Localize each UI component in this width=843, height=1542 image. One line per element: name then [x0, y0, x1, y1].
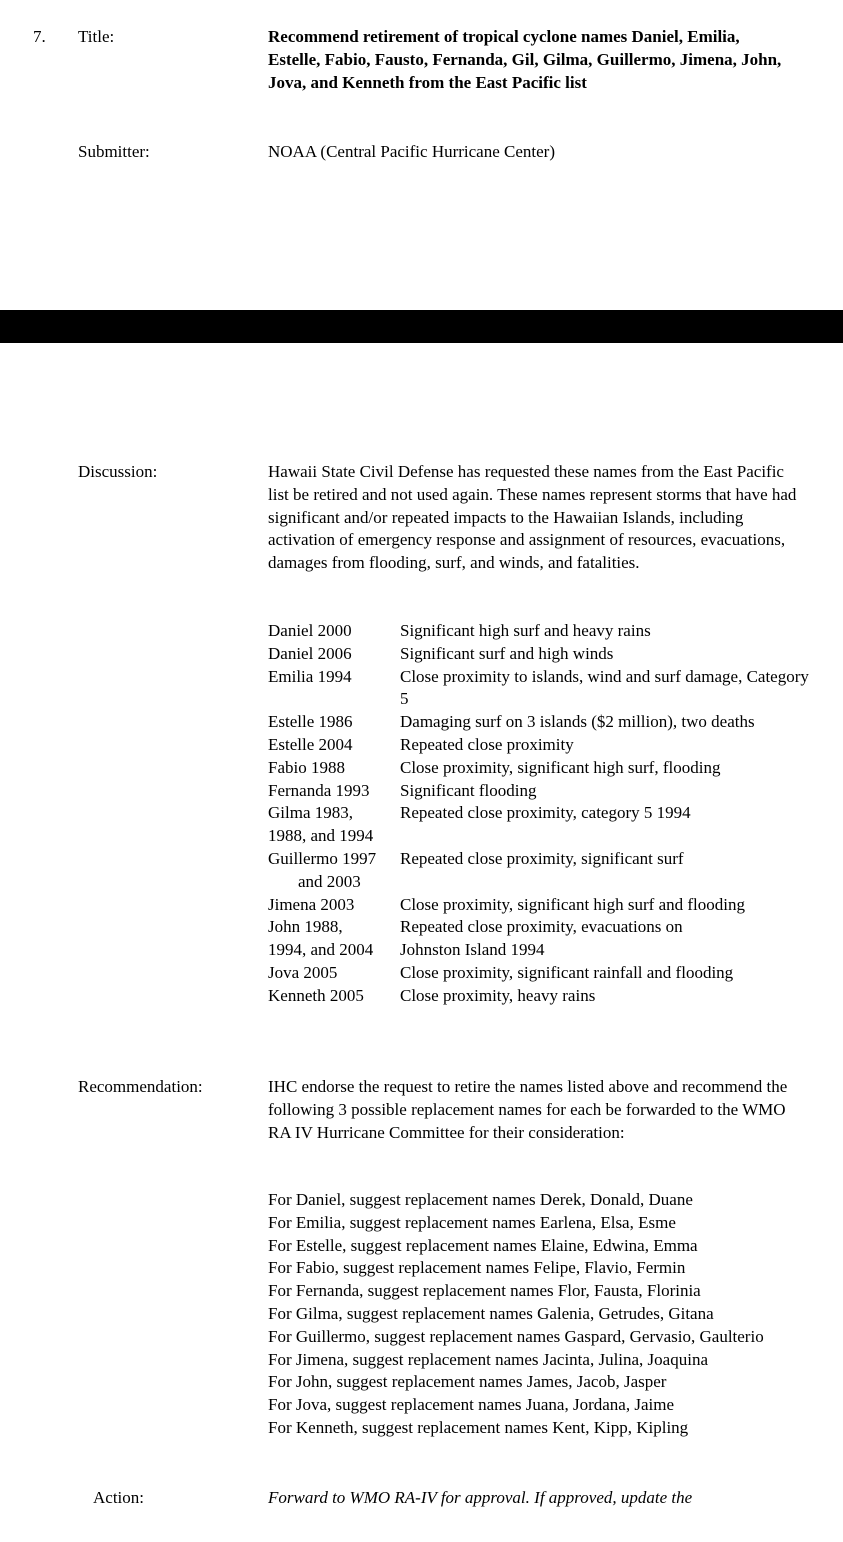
impact-description: Close proximity, heavy rains [400, 985, 596, 1005]
replacement-line: For John, suggest replacement names James, Jacob, Jasper [268, 1372, 667, 1392]
impact-storm: John 1988, [268, 917, 343, 937]
action-label: Action: [93, 1488, 144, 1507]
replacement-line: For Jova, suggest replacement names Juana, Jordana, Jaime [268, 1395, 674, 1415]
impact-row [268, 802, 813, 825]
replacement-line: For Emilia, suggest replacement names Earlena, Elsa, Esme [268, 1212, 676, 1232]
replacement-line: For Kenneth, suggest replacement names Kent, Kipp, Kipling [268, 1417, 689, 1437]
impact-description: Significant high surf and heavy rains [400, 621, 651, 640]
title-label: Title: [78, 27, 115, 46]
redaction-bar [0, 310, 843, 343]
impact-row [268, 848, 813, 871]
impact-storm: Estelle 1986 [268, 712, 353, 732]
impact-description: Close proximity to islands, wind and surf damage, Category 5 [400, 666, 809, 709]
impact-description: Repeated close proximity, significant surf [400, 848, 684, 868]
action-text: Forward to WMO RA-IV for approval. If approved, update the [268, 1488, 693, 1507]
replacement-line: For Jimena, suggest replacement names Jacinta, Julina, Joaquina [268, 1349, 708, 1369]
impact-storm: Kenneth 2005 [268, 985, 364, 1005]
impact-description-continued [400, 825, 813, 848]
impact-description: Damaging surf on 3 islands ($2 million), two deaths [400, 712, 755, 732]
impact-storm: Guillermo 1997 [268, 848, 377, 868]
impact-storm-years: and 2003 [298, 871, 361, 891]
impact-row [268, 643, 813, 666]
title-value: Recommend retirement of tropical cyclone names Daniel, Emilia, Estelle, Fabio, Fausto, Fernanda, Gil, Gilma, Guillermo, Jimena, John, Jova, and Kenneth from the East Pacific list [268, 27, 782, 92]
replacement-line: For Estelle, suggest replacement names Elaine, Edwina, Emma [268, 1235, 698, 1255]
impact-description: Significant flooding [400, 780, 537, 800]
discussion-text: Hawaii State Civil Defense has requested these names from the East Pacific list be retired and not used again. These names represent storms that have had significant and/or repeated impacts to the Hawaiian Islands, including activation of emergency response and assignment of resources, evacuations, damages from flooding, surf, and winds, and fatalities. [268, 462, 797, 573]
impact-storm: Fabio 1988 [268, 757, 345, 777]
item-number: 7. [33, 27, 46, 46]
replacement-line: For Gilma, suggest replacement names Galenia, Getrudes, Gitana [268, 1303, 714, 1323]
impact-description: Close proximity, significant high surf and flooding [400, 894, 745, 914]
impact-storm: Jova 2005 [268, 962, 338, 982]
impact-storm: Fernanda 1993 [268, 780, 370, 800]
impact-description: Significant surf and high winds [400, 643, 614, 663]
impact-row [268, 780, 813, 803]
impact-description: Close proximity, significant rainfall and flooding [400, 962, 734, 982]
submitter-value: NOAA (Central Pacific Hurricane Center) [268, 142, 555, 161]
replacement-line: For Fabio, suggest replacement names Felipe, Flavio, Fermin [268, 1258, 686, 1278]
impact-storm: Daniel 2006 [268, 643, 352, 663]
impact-storm-years: 1994, and 2004 [268, 940, 374, 960]
impact-row [268, 894, 813, 917]
impact-description: Repeated close proximity, category 5 1994 [400, 803, 691, 823]
impact-list [268, 620, 813, 1008]
impact-row [268, 985, 813, 1008]
recommendation-text: IHC endorse the request to retire the names listed above and recommend the following 3 possible replacement names for each be forwarded to the WMO RA IV Hurricane Committee for their consideration: [268, 1077, 788, 1142]
submitter-label: Submitter: [78, 142, 150, 161]
impact-row [268, 962, 813, 985]
impact-description-continued [430, 871, 813, 894]
impact-storm: Daniel 2000 [268, 621, 352, 640]
impact-storm: Estelle 2004 [268, 734, 353, 754]
impact-description-continued: Johnston Island 1994 [400, 940, 545, 960]
impact-row [268, 916, 813, 939]
impact-row-continued [268, 825, 813, 848]
impact-storm: Gilma 1983, [268, 803, 353, 823]
impact-storm: Emilia 1994 [268, 666, 352, 686]
impact-row [268, 620, 813, 643]
impact-description: Repeated close proximity [400, 734, 574, 754]
impact-row [268, 666, 813, 712]
impact-row-continued [268, 939, 813, 962]
impact-storm: Jimena 2003 [268, 894, 355, 914]
impact-storm-years: 1988, and 1994 [268, 826, 374, 846]
replacement-line: For Fernanda, suggest replacement names Flor, Fausta, Florinia [268, 1281, 701, 1301]
impact-description: Close proximity, significant high surf, flooding [400, 757, 721, 777]
replacement-line: For Daniel, suggest replacement names Derek, Donald, Duane [268, 1190, 693, 1209]
replacement-line: For Guillermo, suggest replacement names Gaspard, Gervasio, Gaulterio [268, 1326, 764, 1346]
impact-row [268, 757, 813, 780]
discussion-label: Discussion: [78, 462, 158, 481]
impact-description: Repeated close proximity, evacuations on [400, 917, 683, 937]
impact-row [268, 711, 813, 734]
impact-row-continued [268, 871, 813, 894]
recommendation-label: Recommendation: [78, 1077, 203, 1096]
replacement-list [268, 1189, 813, 1440]
impact-row [268, 734, 813, 757]
